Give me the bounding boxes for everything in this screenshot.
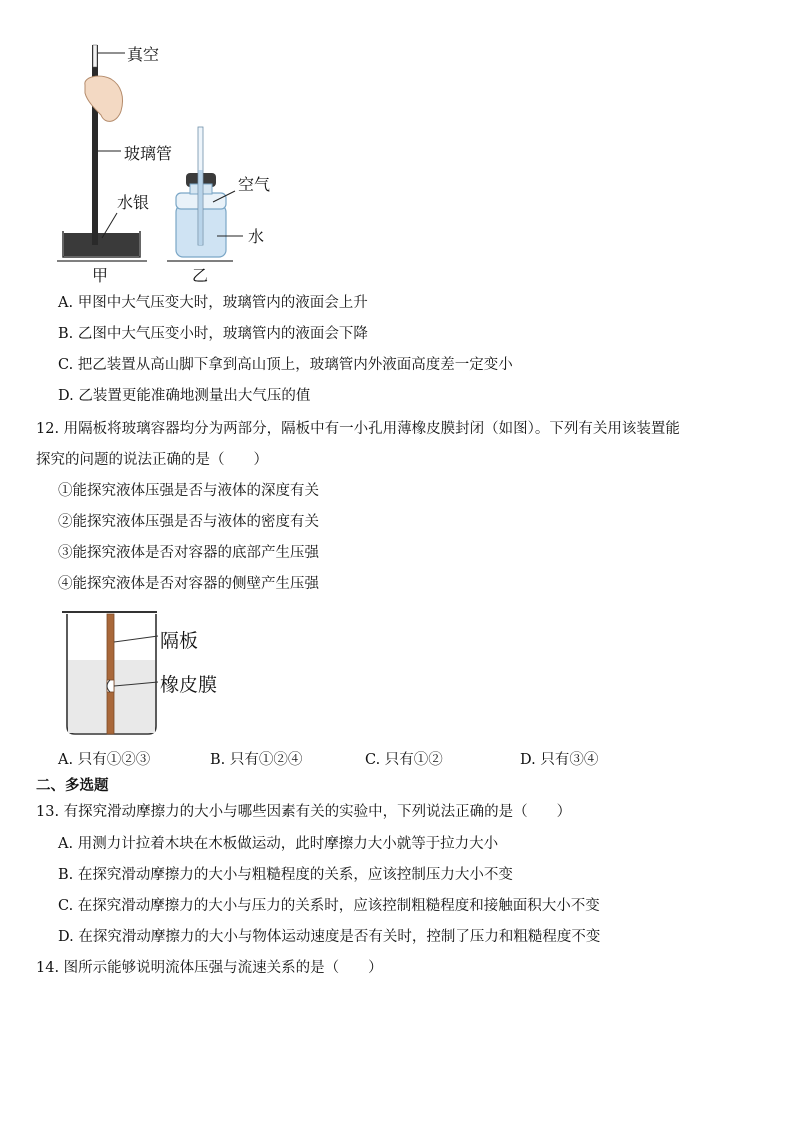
q12-statement-4: ④能探究液体是否对容器的侧壁产生压强 [58,576,319,592]
q11-option-d: D. 乙装置更能准确地测量出大气压的值 [58,388,311,404]
q12-option-b: B. 只有①②④ [210,752,303,768]
partition [107,614,114,734]
hand-icon [85,76,123,121]
q12-statement-2: ②能探究液体压强是否与液体的密度有关 [58,514,319,530]
q12-option-c: C. 只有①② [365,752,443,768]
mercury-dish [64,233,139,256]
label-yi: 乙 [192,266,209,285]
label-mercury: 水银 [117,193,150,212]
label-jia: 甲 [92,266,109,285]
q13-option-a: A. 用测力计拉着木块在木板做运动，此时摩擦力大小就等于拉力大小 [58,836,499,852]
figure-q11 [55,35,305,285]
label-partition: 隔板 [160,630,199,652]
q13-stem: 13. 有探究滑动摩擦力的大小与哪些因素有关的实验中，下列说法正确的是（ ） [36,804,572,820]
mercury-tube [92,45,98,245]
label-glass-tube: 玻璃管 [124,144,173,163]
q12-statement-1: ①能探究液体压强是否与液体的深度有关 [58,483,319,499]
label-air: 空气 [238,175,271,194]
q11-option-b: B. 乙图中大气压变小时，玻璃管内的液面会下降 [58,326,368,342]
q12-stem-line1: 12. 用隔板将玻璃容器均分为两部分，隔板中有一小孔用薄橡皮膜封闭（如图）。下列有关用该装置能 [36,421,680,437]
q12-statement-3: ③能探究液体是否对容器的底部产生压强 [58,545,319,561]
q13-option-d: D. 在探究滑动摩擦力的大小与物体运动速度是否有关时，控制了压力和粗糙程度不变 [58,929,601,945]
q11-option-a: A. 甲图中大气压变大时，玻璃管内的液面会上升 [58,295,368,311]
section-title: 二、多选题 [36,777,109,794]
q11-option-c: C. 把乙装置从高山脚下拿到高山顶上，玻璃管内外液面高度差一定变小 [58,357,513,373]
q12-option-d: D. 只有③④ [520,752,599,768]
figure-q12 [60,608,240,740]
q14-stem: 14. 图所示能够说明流体压强与流速关系的是（ ） [36,960,383,976]
q12-option-a: A. 只有①②③ [58,752,151,768]
label-water: 水 [248,227,265,246]
q12-stem-line2: 探究的问题的说法正确的是（ ） [36,452,268,468]
q13-option-b: B. 在探究滑动摩擦力的大小与粗糙程度的关系，应该控制压力大小不变 [58,867,513,883]
label-vacuum: 真空 [127,45,160,64]
label-membrane: 橡皮膜 [160,674,218,696]
q13-option-c: C. 在探究滑动摩擦力的大小与压力的关系时，应该控制粗糙程度和接触面积大小不变 [58,898,600,914]
barometer-diagram [55,35,305,285]
